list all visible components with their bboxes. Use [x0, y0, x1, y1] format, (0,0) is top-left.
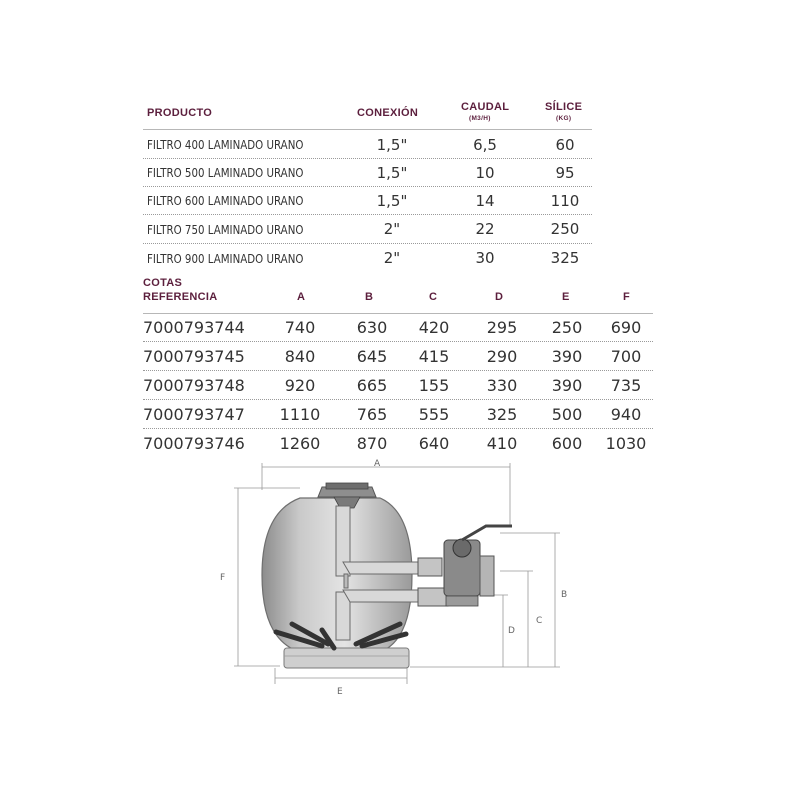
conexion-value: 2" — [383, 249, 401, 267]
selector-valve — [418, 526, 512, 606]
dim-e-value: 390 — [551, 376, 583, 395]
header-referencia: REFERENCIA — [143, 291, 218, 303]
caudal-value: 10 — [475, 164, 495, 182]
dim-b-value: 630 — [356, 318, 388, 337]
conexion-value: 2" — [383, 220, 401, 238]
header-c: C — [429, 291, 438, 303]
header-silice-unit: (KG) — [556, 115, 572, 122]
silice-value: 95 — [555, 164, 575, 182]
product-name: FILTRO 600 LAMINADO URANO — [147, 193, 304, 208]
dim-e-value: 250 — [551, 318, 583, 337]
dim-f-value: 735 — [610, 376, 642, 395]
dim-a-value: 740 — [284, 318, 316, 337]
dim-d-value: 290 — [486, 347, 518, 366]
conexion-value: 1,5" — [376, 164, 408, 182]
dim-a-value: 1110 — [279, 405, 321, 424]
dim-a-value: 840 — [284, 347, 316, 366]
dim-a-value: 920 — [284, 376, 316, 395]
header-cotas: COTAS — [143, 277, 183, 289]
dim-c-value: 420 — [418, 318, 450, 337]
dimension-d-label: D — [508, 626, 515, 636]
dim-b-value: 765 — [356, 405, 388, 424]
header-caudal-unit: (M3/H) — [469, 115, 491, 122]
header-f: F — [623, 291, 631, 303]
dim-f-value: 1030 — [605, 434, 647, 453]
product-name: FILTRO 500 LAMINADO URANO — [147, 165, 304, 180]
silice-value: 60 — [555, 136, 575, 154]
header-e: E — [562, 291, 570, 303]
dimension-a-label: A — [374, 459, 381, 469]
silice-value: 110 — [550, 192, 580, 210]
dim-f-value: 700 — [610, 347, 642, 366]
reference-value: 7000793747 — [143, 405, 245, 424]
header-b: B — [365, 291, 374, 303]
header-conexion: CONEXIÓN — [357, 107, 419, 119]
dimension-e-label: E — [337, 687, 343, 697]
dimension-b-label: B — [561, 590, 568, 600]
dim-b-value: 665 — [356, 376, 388, 395]
dim-b-value: 645 — [356, 347, 388, 366]
header-silice: SÍLICE — [545, 101, 583, 113]
dim-b-value: 870 — [356, 434, 388, 453]
dim-c-value: 555 — [418, 405, 450, 424]
caudal-value: 6,5 — [473, 136, 497, 154]
reference-value: 7000793748 — [143, 376, 245, 395]
dimension-f-label: F — [220, 573, 226, 583]
product-name: FILTRO 750 LAMINADO URANO — [147, 222, 304, 237]
silice-value: 325 — [550, 249, 580, 267]
dim-e-value: 500 — [551, 405, 583, 424]
silice-value: 250 — [550, 220, 580, 238]
product-name: FILTRO 400 LAMINADO URANO — [147, 137, 304, 152]
product-name: FILTRO 900 LAMINADO URANO — [147, 251, 304, 266]
header-producto: PRODUCTO — [147, 107, 213, 119]
caudal-value: 14 — [475, 192, 495, 210]
conexion-value: 1,5" — [376, 192, 408, 210]
dim-a-value: 1260 — [279, 434, 321, 453]
dim-d-value: 325 — [486, 405, 518, 424]
reference-value: 7000793745 — [143, 347, 245, 366]
dim-d-value: 330 — [486, 376, 518, 395]
dim-c-value: 155 — [418, 376, 450, 395]
conexion-value: 1,5" — [376, 136, 408, 154]
dim-d-value: 410 — [486, 434, 518, 453]
dimension-c-label: C — [536, 616, 543, 626]
reference-value: 7000793746 — [143, 434, 245, 453]
dim-c-value: 415 — [418, 347, 450, 366]
dimension-e-line — [275, 668, 407, 684]
header-a: A — [297, 291, 306, 303]
dim-e-value: 390 — [551, 347, 583, 366]
dim-f-value: 690 — [610, 318, 642, 337]
caudal-value: 22 — [475, 220, 495, 238]
dim-c-value: 640 — [418, 434, 450, 453]
header-caudal: CAUDAL — [461, 101, 510, 113]
dim-f-value: 940 — [610, 405, 642, 424]
caudal-value: 30 — [475, 249, 495, 267]
dim-e-value: 600 — [551, 434, 583, 453]
reference-value: 7000793744 — [143, 318, 245, 337]
dim-d-value: 295 — [486, 318, 518, 337]
header-d: D — [495, 291, 504, 303]
